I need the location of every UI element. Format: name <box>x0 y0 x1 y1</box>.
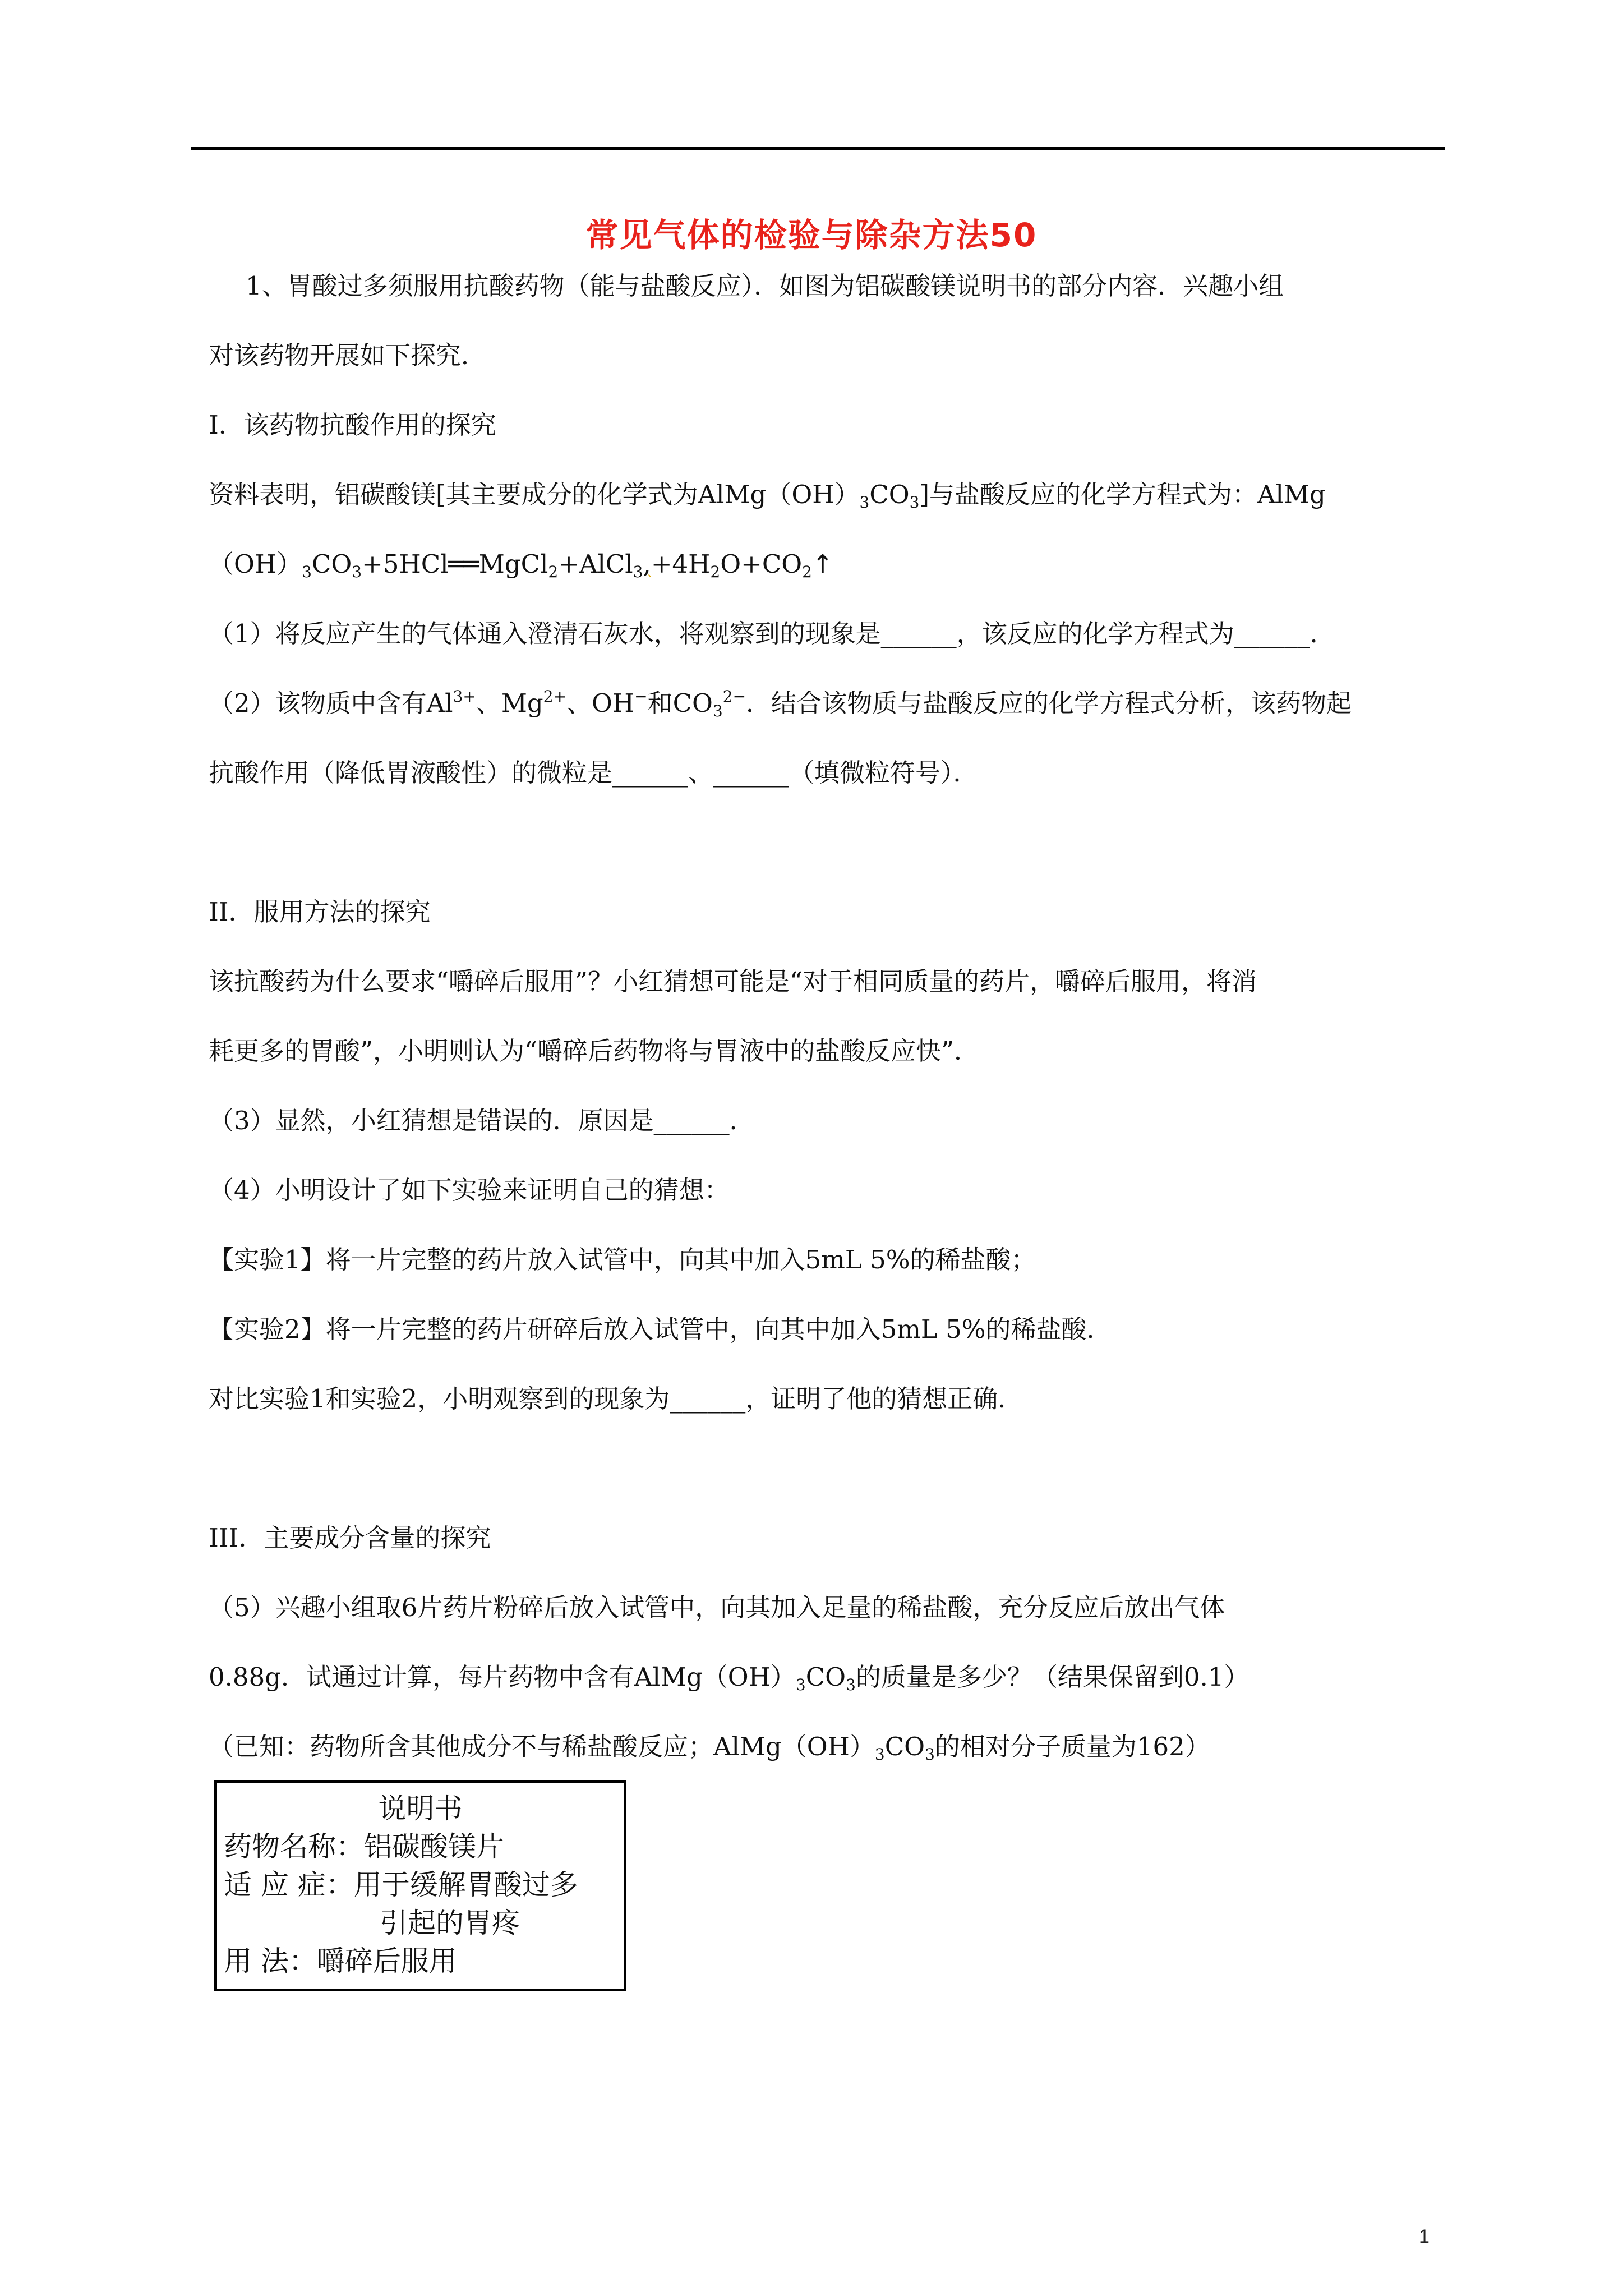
question-2-line-2: 抗酸作用（降低胃液酸性）的微粒是______、______（填微粒符号）． <box>209 758 979 788</box>
known-text: （已知：药物所含其他成分不与稀盐酸反应；AlMg（OH） <box>209 1732 875 1761</box>
intro-line-1: 1、胃酸过多须服用抗酸药物（能与盐酸反应）．如图为铝碳酸镁说明书的部分内容．兴趣小组 <box>246 271 1284 301</box>
subscript: 3 <box>859 493 870 512</box>
page-number: 1 <box>1419 2226 1430 2247</box>
eq-text-marked: , <box>643 549 651 579</box>
subscript: 3 <box>874 1745 885 1764</box>
q2-text: 、Mg <box>476 688 543 718</box>
subscript: 3 <box>925 1745 935 1764</box>
superscript: 3+ <box>453 687 476 706</box>
question-5-line-2 <box>209 1642 1448 1712</box>
eq-text: +5HCl══MgCl <box>362 549 548 579</box>
subscript: 2 <box>548 563 559 581</box>
spacer <box>209 1434 1448 1503</box>
section-3-heading: III．主要成分含量的探究 <box>209 1523 491 1553</box>
material-text-b: CO <box>869 480 910 509</box>
equation-line <box>209 530 1448 599</box>
up-arrow-icon: ↑ <box>811 549 833 579</box>
superscript: − <box>634 687 648 706</box>
instruction-leaflet <box>214 1780 626 1991</box>
subscript: 3 <box>352 563 362 581</box>
comparison-line: 对比实验1和实验2，小明观察到的现象为______，证明了他的猜想正确． <box>209 1384 1023 1414</box>
subscript: 3 <box>795 1676 806 1694</box>
question-body <box>209 251 1448 1782</box>
material-line <box>209 460 1448 530</box>
known-line <box>209 1712 1448 1782</box>
subscript: 2 <box>710 563 721 581</box>
section-2-line-1: 该抗酸药为什么要求“嚼碎后服用”？小红猜想可能是“对于相同质量的药片，嚼碎后服用，将消 <box>209 967 1257 996</box>
page-title: 常见气体的检验与除杂方法50 <box>585 216 1038 254</box>
superscript: 2− <box>722 687 746 706</box>
leaflet-indication-cont: 引起的胃疼 <box>380 1907 520 1939</box>
subscript: 2 <box>802 563 812 581</box>
q2-text: ．结合该物质与盐酸反应的化学方程式分析，该药物起 <box>746 688 1352 718</box>
known-text: CO <box>884 1732 925 1761</box>
q2-text: （2）该物质中含有Al <box>209 688 453 718</box>
intro-line-2: 对该药物开展如下探究． <box>209 341 487 370</box>
subscript: 3 <box>909 493 920 512</box>
eq-text: （OH） <box>209 549 302 579</box>
question-5-line-1: （5）兴趣小组取6片药片粉碎后放入试管中，向其加入足量的稀盐酸，充分反应后放出气体 <box>209 1593 1225 1622</box>
leaflet-drug-name: 药物名称：铝碳酸镁片 <box>224 1830 504 1863</box>
eq-text: CO <box>311 549 352 579</box>
q2-text: 、OH <box>566 688 635 718</box>
subscript: 3 <box>302 563 312 581</box>
experiment-2: 【实验2】将一片完整的药片研碎后放入试管中，向其中加入5mL 5%的稀盐酸． <box>209 1314 1112 1344</box>
material-text-c: ]与盐酸反应的化学方程式为：AlMg <box>919 480 1326 509</box>
question-4: （4）小明设计了如下实验来证明自己的猜想： <box>209 1175 730 1205</box>
q5-text: CO <box>805 1662 846 1692</box>
leaflet-indication: 适 应 症：用于缓解胃酸过多 <box>224 1869 578 1901</box>
question-1: （1）将反应产生的气体通入澄清石灰水，将观察到的现象是______，该反应的化学方程式为______． <box>209 619 1335 648</box>
leaflet-title: 说明书 <box>378 1792 463 1825</box>
eq-text: +4H <box>651 549 711 579</box>
subscript: 3 <box>846 1676 856 1694</box>
experiment-1: 【实验1】将一片完整的药片放入试管中，向其中加入5mL 5%的稀盐酸； <box>209 1245 1036 1274</box>
question-2-line-1 <box>209 669 1448 738</box>
section-2-heading: II．服用方法的探究 <box>209 897 431 927</box>
subscript: 3 <box>633 563 643 581</box>
material-text-a: 资料表明，铝碳酸镁[其主要成分的化学式为AlMg（OH） <box>209 480 860 509</box>
superscript: 2+ <box>543 687 566 706</box>
subscript: 3 <box>712 702 723 720</box>
leaflet-usage: 用 法：嚼碎后服用 <box>224 1945 457 1977</box>
q2-text: 和CO <box>647 688 713 718</box>
eq-text: +AlCl <box>558 549 633 579</box>
section-2-line-2: 耗更多的胃酸”，小明则认为“嚼碎后药物将与胃液中的盐酸反应快”． <box>209 1036 980 1066</box>
question-3: （3）显然，小红猜想是错误的．原因是______． <box>209 1106 755 1135</box>
spacer <box>209 808 1448 877</box>
eq-text: O+CO <box>720 549 803 579</box>
q5-text: 的质量是多少？（结果保留到0.1） <box>855 1662 1249 1692</box>
known-text: 的相对分子质量为162） <box>934 1732 1210 1761</box>
q5-text: 0.88g．试通过计算，每片药物中含有AlMg（OH） <box>209 1662 796 1692</box>
header-rule <box>191 147 1445 150</box>
section-1-heading: I．该药物抗酸作用的探究 <box>209 410 496 440</box>
